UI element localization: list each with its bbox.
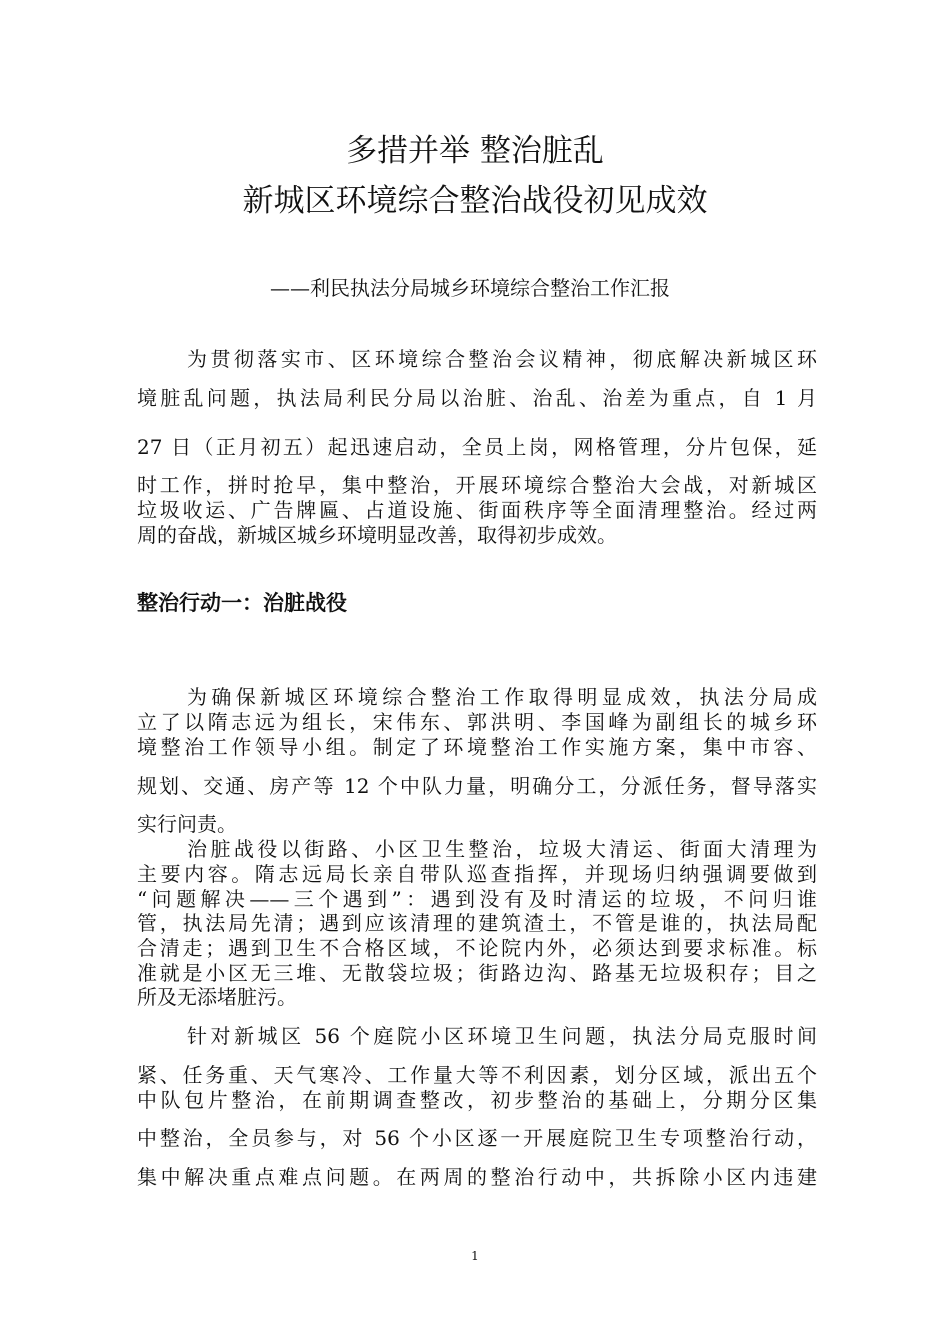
section-heading: 整治行动一：治脏战役 — [137, 591, 347, 615]
paragraph-line: “问题解决——三个遇到”：遇到没有及时清运的垃圾，不问归谁 — [137, 887, 817, 911]
document-subtitle: ——利民执法分局城乡环境综合整治工作汇报 — [270, 276, 670, 300]
intro-line: 为贯彻落实市、区环境综合整治会议精神，彻底解决新城区环 — [187, 347, 817, 371]
paragraph-line: 为确保新城区环境综合整治工作取得明显成效，执法分局成 — [187, 685, 817, 709]
paragraph-line: 所及无添堵脏污。 — [137, 985, 297, 1009]
paragraph-line: 境整治工作领导小组。制定了环境整治工作实施方案，集中市容、 — [137, 735, 817, 759]
paragraph-line: 针对新城区 56 个庭院小区环境卫生问题，执法分局克服时间 — [187, 1024, 817, 1048]
paragraph-line: 主要内容。隋志远局长亲自带队巡查指挥，并现场归纳强调要做到 — [137, 862, 817, 886]
intro-line: 境脏乱问题，执法局利民分局以治脏、治乱、治差为重点，自 1 月 — [137, 386, 817, 410]
paragraph-line: 治脏战役以街路、小区卫生整治，垃圾大清运、街面大清理为 — [187, 837, 817, 861]
intro-line: 周的奋战，新城区城乡环境明显改善，取得初步成效。 — [137, 523, 617, 547]
page-number: 1 — [471, 1249, 479, 1263]
paragraph-line: 实行问责。 — [137, 812, 237, 836]
paragraph-line: 紧、任务重、天气寒冷、工作量大等不利因素，划分区域，派出五个 — [137, 1063, 817, 1087]
paragraph-line: 集中解决重点难点问题。在两周的整治行动中，共拆除小区内违建 — [137, 1165, 817, 1189]
paragraph-line: 规划、交通、房产等 12 个中队力量，明确分工，分派任务，督导落实 — [137, 774, 817, 798]
intro-line: 27 日（正月初五）起迅速启动，全员上岗，网格管理，分片包保，延 — [137, 435, 817, 459]
document-title-line-2: 新城区环境综合整治战役初见成效 — [242, 183, 708, 219]
document-title-line-1: 多措并举 整治脏乱 — [346, 133, 604, 169]
paragraph-line: 准就是小区无三堆、无散袋垃圾；街路边沟、路基无垃圾积存；目之 — [137, 961, 817, 985]
paragraph-line: 管，执法局先清；遇到应该清理的建筑渣土，不管是谁的，执法局配 — [137, 911, 817, 935]
paragraph-line: 中整治，全员参与，对 56 个小区逐一开展庭院卫生专项整治行动， — [137, 1126, 817, 1150]
intro-line: 时工作，拼时抢早，集中整治，开展环境综合整治大会战，对新城区 — [137, 473, 817, 497]
paragraph-line: 立了以隋志远为组长，宋伟东、郭洪明、李国峰为副组长的城乡环 — [137, 710, 817, 734]
paragraph-line: 中队包片整治，在前期调查整改，初步整治的基础上，分期分区集 — [137, 1088, 817, 1112]
paragraph-line: 合清走；遇到卫生不合格区域，不论院内外，必须达到要求标准。标 — [137, 936, 817, 960]
intro-line: 垃圾收运、广告牌匾、占道设施、街面秩序等全面清理整治。经过两 — [137, 498, 817, 522]
